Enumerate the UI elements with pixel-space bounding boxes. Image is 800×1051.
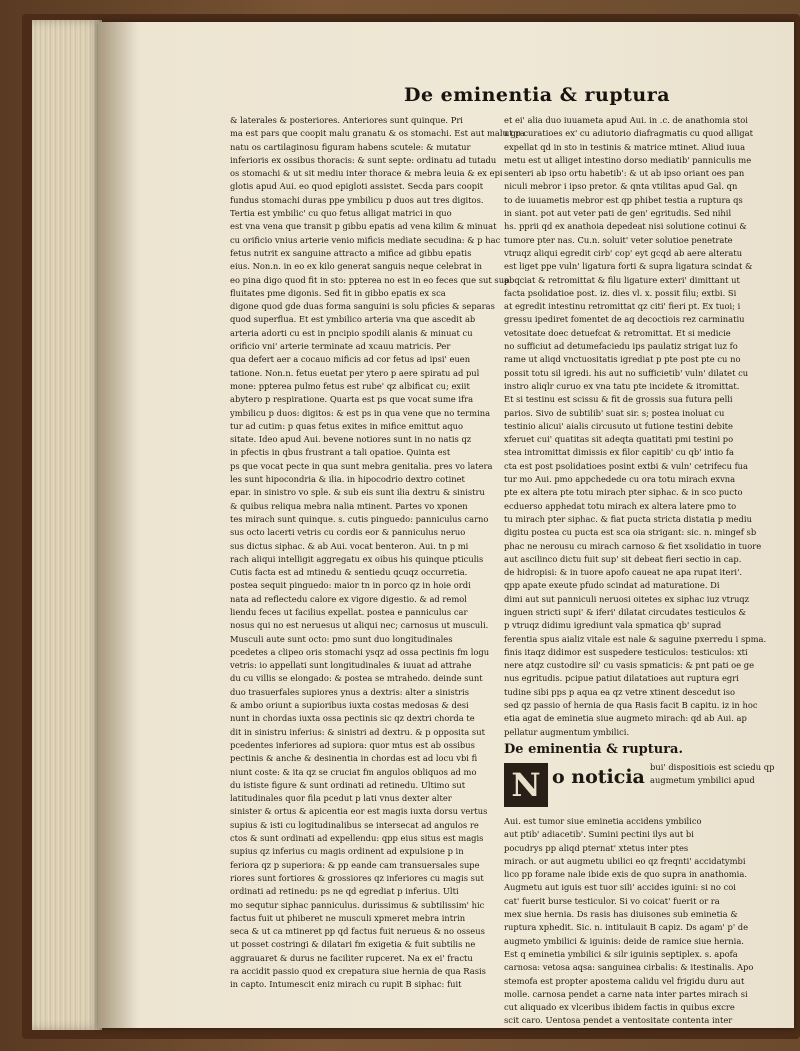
text-line: testinio alicui' aialis circusuto ut futione testini debite [504, 420, 733, 431]
text-line: orificio vni' arterie terminate ad xcauu matricis. Per [230, 341, 451, 352]
text-line: est vna vena que transit p gibbu epatis ad vena kilim & minuat [230, 221, 497, 232]
left-text-column [230, 114, 525, 994]
text-line: inguen stricti supi' & iferi' dilatat circudates testiculos & [504, 606, 746, 617]
text-line: bui' dispositiois est sciedu qp [650, 761, 775, 772]
text-line: digone quod gde duas forma sanguini is solu pficies & separas [230, 301, 495, 312]
text-line: eo pina digo quod fit in sto: ppterea no est in eo feces que sut sup [230, 274, 510, 285]
text-line: les sunt hipocondria & ilia. in hipocodrio dextro cotinet [230, 474, 465, 485]
text-line: mone: ppterea pulmo fetus est rube' qz albificat cu; exiit [230, 380, 470, 391]
text-line: qua defert aer a cocauo mificis ad cor fetus ad ipsi' euen [230, 354, 471, 365]
text-line: Est q eminetia ymbilici & silr iguinis septiplex. s. apofa [504, 948, 738, 959]
text-line: Et si testinu est scissu & fit de grossis sua futura pelli [504, 394, 733, 405]
text-line: pcedetes a clipeo oris stomachi ysqz ad ossa pectinis fm logu [230, 646, 490, 657]
text-line: cut aliquado ex vlceribus ibidem factis in quibus excre [504, 1002, 735, 1013]
text-line: nunt in chordas iuxta ossa pectinis sic qz dextri chorda te [230, 713, 475, 724]
text-line: vetositate doec detuefcat & retromittat. Et si medicie [504, 327, 731, 338]
text-line: in capto. Intumescit eniz mirach cu rupit B siphac: fuit [230, 979, 462, 990]
text-line: metu est ut alliget intestino dorso mediatib' panniculis me [504, 154, 752, 165]
text-line: epar. in sinistro vo sple. & sub eis sunt ilia dextru & sinistru [230, 487, 485, 498]
text-line: tes mirach sunt quinque. s. cutis pinguedo: panniculus carno [230, 513, 489, 524]
text-line: de hidropisi: & in tuore apofo caueat ne apa rupat iteri'. [504, 567, 743, 578]
text-line: aggrauaret & durus ne faciliter rupceret. Na ex ei' fractu [230, 952, 473, 963]
text-line: seca & ut ca mtineret pp qd factus fuit nerueus & no osseus [230, 926, 485, 937]
text-line: arteria adorti cu est in pncipio spodili alanis & minuat cu [230, 327, 473, 338]
text-line: digitu postea cu pucta est sca oia strigant: sic. n. mingef sb [504, 527, 757, 538]
text-line: pellatur augmentum ymbilici. [504, 726, 630, 737]
text-line: augmeto ymbilici & iguinis: deide de ramice siue hernia. [504, 935, 744, 946]
initial-word: o noticia [552, 765, 645, 788]
text-line: eius. Non.n. in eo ex kilo generat sanguis neque celebrat in [230, 261, 482, 272]
right-text-column [504, 114, 775, 1026]
text-line: cu orificio vnius arterie venio mificis mediate secudina: & p hac [230, 234, 501, 245]
text-line: liendu feces ut facilius expellat. postea e panniculus car [230, 606, 468, 617]
text-line: xferuet cui' quatitas sit adeqta quatitati pmi testini po [504, 434, 734, 445]
text-line: fetus nutrit ex sanguine attracto a mifice ad gibbu epatis [230, 247, 472, 258]
section-heading: De eminentia & ruptura. [504, 741, 684, 757]
text-line: ctos & sunt ordinati ad expellendu: qpp eius situs est magis [230, 833, 484, 844]
text-line: ut p curatioes ex' cu adiutorio diafragmatis cu quod alligat [504, 128, 753, 139]
text-line: niunt coste: & ita qz se cruciat fm angulos obliquos ad mo [230, 766, 477, 777]
text-line: ra accidit passio quod ex crepatura siue hernia de qua Rasis [230, 966, 486, 976]
text-line: molle. carnosa pendet a carne nata inter partes mirach si [504, 988, 748, 999]
text-line: Cutis facta est ad mtinedu & sentiedu qcuqz occurretia. [230, 567, 468, 578]
text-line: nosus qui no est neruesus ut aliqui nec; carnosus ut musculi. [230, 620, 489, 631]
text-line: tu mirach pter siphac. & fiat pucta stricta distatia p mediu [504, 513, 752, 524]
text-line: quod superflua. Et est ymbilico arteria vna que ascedit ab [230, 314, 476, 325]
text-line: aut ascilinco dictu fuit sup' sit debeat fieri sectio in cap. [504, 553, 742, 564]
text-line: tur ad cutim: p quas fetus exites in mifice emittut aquo [230, 420, 464, 431]
text-line: p vtruqz didimu igrediunt vala spmatica qb' suprad [504, 620, 722, 631]
text-line: Tertia est ymbilic' cu quo fetus alligat matrici in quo [230, 208, 452, 219]
text-line: etia agat de eminetia siue augmeto mirach: qd ab Aui. ap [504, 713, 747, 724]
text-line: & quibus reliqua mebra nalia mtinent. Partes vo xponen [230, 500, 468, 511]
text-line: duo trasuerfales supiores ynus a dextris: alter a sinistris [230, 686, 469, 697]
text-line: hs. pprii qd ex anathoia depedeat nisi solutione cotinui & [504, 221, 747, 232]
text-line: natu os cartilaginosu figuram habens scutele: & mutatur [230, 141, 471, 152]
text-line: instro aliqlr curuo ex vna tatu pte incidete & itromittat. [504, 380, 740, 391]
text-line: sitate. Ideo apud Aui. bevene notiores sunt in no natis qz [230, 434, 472, 445]
text-line: est liget ppe vuln' ligatura forti & supra ligatura scindat & [504, 261, 753, 272]
text-line: pectinis & anche & desinentia in chordas est ad locu vbi fi [230, 753, 478, 764]
text-line: sed qz passio of hernia de qua Rasis facit B capitu. iz in hoc [504, 700, 758, 711]
text-line: expellat qd in sto in testinis & matrice mtinet. Aliud iuua [504, 141, 746, 152]
text-line: dimi aut sut panniculi neruosi oitetes ex siphac iuz vtruqz [504, 593, 750, 604]
text-line: Augmetu aut iguis est tuor sili' accides iguini: si no coi [504, 882, 736, 893]
text-line: ferentia spus aializ vitale est nale & saguine pxerredu i spma. [504, 633, 767, 644]
right-column-top-text [504, 114, 768, 739]
text-line: pocudrys pp aliqd pternat' xtetus inter ptes [504, 842, 689, 853]
text-line: sus octo lacerti vetris cu cordis eor & panniculus neruo [230, 527, 466, 538]
text-line: possit totu sil igredi. his aut no sufficietib' vuln' dilatet cu [504, 367, 749, 378]
text-line: fluitates pme digonis. Sed fit in gibbo epatis ex sca [230, 287, 446, 298]
text-line: sinister & ortus & apicentia eor est magis iuxta dorsu vertus [230, 806, 488, 817]
text-line: mo sequtur siphac panniculus. durissimus & subtilissim' hic [230, 899, 485, 910]
text-line: postea sequit pinguedo: maior tn in porco qz in hoie ordi [230, 580, 471, 591]
text-line: sus dictus siphac. & ab Aui. vocat benteron. Aui. tn p mi [230, 540, 469, 551]
text-line: latitudinales quor fila pcedut p lati vnus dexter alter [230, 793, 452, 804]
text-line: cat' fuerit burse testiculor. Si vo coicat' fuerit or ra [504, 895, 720, 906]
text-line: phac ne nerousu cu mirach carnoso & fiet xsolidatio in tuore [504, 540, 762, 551]
text-line: ordinati ad retinedu: ps ne qd egrediat p inferius. Ulti [230, 886, 459, 897]
text-line: in siant. pot aut veter pati de gen' egritudis. Sed nihil [504, 208, 732, 219]
text-line: gressu ipediret fomentet de aq decoctiois rez carminatiu [504, 314, 745, 325]
text-line: inferioris ex ossibus thoracis: & sunt septe: ordinatu ad tutadu [230, 154, 497, 165]
text-line: & ambo oriunt a supioribus iuxta costas medosas & desi [230, 700, 469, 711]
text-line: tumore pter nas. Cu.n. soluit' veter solutioe penetrate [504, 234, 733, 245]
text-line: Aui. est tumor siue eminetia accidens ymbilico [504, 815, 702, 826]
page-gutter [98, 22, 138, 1028]
text-line: & laterales & posteriores. Anteriores sunt quinque. Pri [230, 115, 463, 125]
text-line: feriora qz p superiora: & pp eande cam transuersales supe [230, 859, 480, 870]
text-line: to de iuuametis mebror est qp phibet testia a ruptura qs [504, 194, 743, 205]
text-line: parios. Sivo de subtilib' suat sir. s; postea inoluat cu [504, 407, 725, 418]
text-line: scit caro. Uentosa pendet a ventositate contenta inter [504, 1015, 733, 1026]
text-line: ruptura xphedit. Sic. n. intitulauit B capiz. Ds agam' p' de [504, 922, 749, 933]
text-line: ps que vocat pecte in qua sunt mebra genitalia. pres vo latera [230, 460, 493, 471]
text-line: senteri ab ipso ortu habetib': & ut ab ipso oriant oes pan [504, 168, 745, 179]
text-line: factus fuit ut phiberet ne musculi xpmeret mebra intrin [230, 912, 466, 923]
text-line: mirach. or aut augmetu ubilici eo qz freqnti' accidatymbi [504, 855, 746, 866]
page-edges [32, 20, 102, 1030]
text-line: os stomachi & ut sit mediu inter thorace & mebra leuia & ex epi [230, 168, 503, 179]
text-line: no sufficiut ad detumefaciedu ips paulatiz strigat iuz fo [504, 341, 738, 352]
text-line: glotis apud Aui. eo quod epigloti assistet. Secda pars coopit [230, 181, 484, 192]
text-line: at egredit intestinu retromittat qz citi' fieri pt. Ex tuoi; i [504, 301, 741, 312]
text-line: carnosa: vetosa aqsa: sanguinea cirbalis: & itestinalis. Apo [504, 962, 754, 973]
text-line: tatione. Non.n. fetus euetat per ytero p aere spiratu ad pul [230, 367, 480, 378]
text-line: vetris: io appellati sunt longitudinales & iuuat ad attrahe [230, 660, 472, 671]
text-line: rame ut aliqd vnctuositatis igrediat p pte post pte cu no [504, 354, 741, 365]
decorated-initial-letter: N [504, 763, 548, 807]
text-line: stea intromittat dimissis ex filor capitib' cu qb' intio fa [504, 447, 734, 458]
text-line: et ei' alia duo iuuameta apud Aui. in .c. de anathomia stoi [504, 115, 748, 125]
text-line: niculi mebror i ipso pretor. & qnta vtilitas apud Gal. qn [504, 181, 738, 192]
text-line: facta psolidatioe post. iz. dies vl. x. possit filu; extbi. Si [504, 287, 737, 298]
text-line: nata ad reflectedu calore ex vigore digestio. & ad remol [230, 593, 467, 604]
text-line: riores sunt fortiores & grossiores qz inferiores cu magis sut [230, 872, 484, 883]
text-line: Musculi aute sunt octo: pmo sunt duo longitudinales [230, 633, 453, 644]
text-line: dit in sinistru inferius: & sinistri ad dextru. & p opposita sut [230, 726, 485, 737]
text-line: tudine sibi pps p aqua ea qz vetre xtinent descedut iso [504, 686, 736, 697]
text-line: ymbilicu p duos: digitos: & est ps in qua vene que no termina [230, 407, 491, 418]
text-line: pte ex altera pte totu mirach pter siphac. & in sco pucto [504, 487, 743, 498]
decorated-initial-block [504, 761, 775, 815]
text-line: du ististe figure & sunt ordinati ad retinedu. Ultimo sut [230, 779, 466, 790]
text-line: aut ptib' adiacetib'. Sumini pectini ilys aut bi [504, 829, 694, 840]
text-line: fundus stomachi duras ppe ymbilicu p duos aut tres digitos. [230, 194, 484, 205]
text-line: abytero p respiratione. Quarta est ps que vocat sume ifra [230, 394, 474, 405]
text-line: supius qz inferius cu magis ordinent ad expulsione p in [230, 846, 464, 857]
text-line: nus egritudis. pcipue patiut dilatatioes aut ruptura egri [504, 673, 739, 684]
text-line: rach aliqui intelligit aggregatu ex oibus his quinque pticulis [230, 553, 484, 564]
text-line: augmetum ymbilici apud [650, 775, 755, 786]
text-line: ma est pars que coopit malu granatu & os stomachi. Est aut malu gra [230, 128, 525, 139]
text-line: pcedentes inferiores ad supiora: quor mtus est ab ossibus [230, 739, 475, 750]
text-line: tur mo Aui. pmo appchedede cu ora totu mirach exvna [504, 474, 736, 485]
text-line: supius & isti cu logitudinalibus se intersecat ad angulos re [230, 819, 479, 830]
text-line: ut posset costringi & dilatari fm exigetia & fuit subtilis ne [230, 939, 476, 950]
initial-side-text [650, 761, 775, 788]
running-head: De eminentia & ruptura [404, 84, 671, 106]
text-line: ecduerso apphedat totu mirach ex altera latere pmo to [504, 500, 737, 511]
text-line: in pfectis in qbus frustrant a tali opatioe. Quinta est [230, 447, 451, 458]
text-line: cta est post psolidatioes posint extbi & vuln' cetrifecu fua [504, 460, 749, 471]
text-line: abqciat & retromittat & filu ligature exteri' dimittant ut [504, 274, 740, 285]
text-line: mex siue hernia. Ds rasis has diuisones sub eminetia & [504, 909, 738, 920]
text-line: lico pp forame nale ibide exis de quo supra in anathomia. [504, 869, 747, 880]
text-line: vtruqz aliqui egredit cirb' cop' eyt gcqd ab aere alteratu [504, 247, 743, 258]
text-line: qpp apate exeute pfudo scindat ad maturatione. Di [504, 580, 720, 591]
text-line: du cu villis se elongado: & postea se mtrahedo. deinde sunt [230, 673, 483, 684]
text-line: finis itaqz didimor est suspedere testiculos: testiculos: xti [504, 646, 748, 657]
text-line: stemofa est propter apostema calidu vel frigidu duru aut [504, 975, 745, 986]
right-column-bottom-text [504, 815, 768, 1028]
text-line: nere atqz custodire sil' cu vasis spmaticis: & pnt pati oe ge [504, 660, 755, 671]
